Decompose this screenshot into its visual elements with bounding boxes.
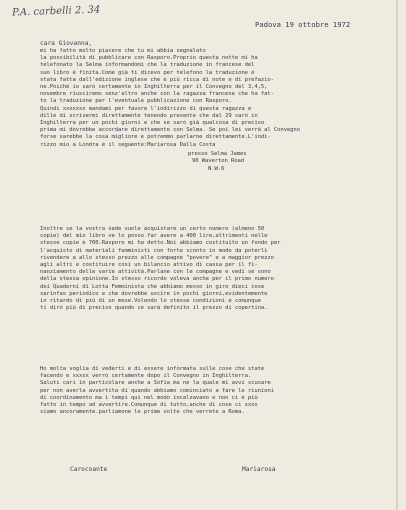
- text-line: di coordinamento ma i tempi qui nel modo incalzavano e non ci è più: [40, 394, 258, 401]
- address-line: N.W.6: [208, 165, 225, 172]
- text-line: fatto in tempo ad avvertire.Comunque di tutto,anche di cose ci xxxx: [40, 402, 258, 409]
- salutation: cara Giovanna,: [40, 40, 93, 47]
- text-line: siamo ancoramente.parliamone le prime volte che verrete a Roma.: [40, 409, 245, 416]
- text-line: stata fatta dall'edizione inglese che è più ricca di note e di prefazio-: [40, 76, 274, 83]
- text-line: dille di scrivermi direttamente tenendo presente che dal 29 sarò in: [40, 112, 258, 119]
- text-line: per non averla avvertita di quando abbiamo cominciato a fare le riunioni: [40, 387, 274, 394]
- text-line: rizzo mio a Londra è il seguente:Mariarosa Dalla Costa: [40, 141, 216, 148]
- text-line: l'acquisto di materiali femministi con forte sconto in modo da poterli: [40, 247, 268, 254]
- text-line: novembre riusciremo senz'altro anche con la ragazza francese che ha fat-: [40, 91, 274, 98]
- text-line: dei Quaderni di Lotta Femminista che abbiamo messo in giro dieci cose: [40, 283, 265, 290]
- text-line: Ho molta voglia di vederti e di essere informata sulle cose che state: [40, 366, 265, 372]
- text-line: rivendere a allo stesso prezzo alle compagne "povere" e a maggior prezzo: [40, 254, 274, 261]
- paragraph-2: [40, 226, 390, 312]
- text-line: facendo e xxxxx verrò certamente dopo il Convegno in Inghilterra.: [40, 373, 252, 380]
- address-line: presso Selma James: [188, 151, 247, 157]
- dateline: Padova 19 ottobre 1972: [255, 20, 351, 29]
- address-line: 90 Waverton Road: [192, 158, 244, 165]
- text-line: Inghilterra per un pochi giorni e che se sarò già qualcosa di preciso: [40, 120, 265, 127]
- text-line: mi ha fatto molto piacere che tu mi abbia segnalato: [40, 48, 206, 54]
- text-line: prima mi dovrebbe accordare direttamente con Selma. Se poi lei verrà al Convegno: [40, 127, 300, 134]
- text-line: ti dirò più di preciso quando ce sarà definito il prezzo di copertina.: [40, 305, 268, 312]
- closing-greeting: Carocoante: [70, 466, 108, 473]
- text-line: suo libro è finita.Come già ti dicevo per telefono la traduzione è: [40, 69, 255, 76]
- text-line: nanziamento delle varie attività.Parlane con le compagne e vedi se sono: [40, 269, 271, 276]
- paragraph-3: [40, 366, 390, 416]
- text-line: ne.Poichè io sarò certamente in Inghilterra per il Convegno del 3,4,5,: [40, 84, 268, 91]
- text-line: copie) del mio libro ve lo posso far avere a 400 lire,altrimenti nelle: [40, 233, 268, 240]
- text-line: sarinfas periodico e che dovrebbe uscire in pochi giorni,evidentemente: [40, 290, 268, 297]
- text-line: Inoltre se la vostra sede vuole acquistare un certo numero (almeno 50: [40, 226, 265, 232]
- text-line: Saluti cari in particolare anche a Sofia ma ne la quale mi avvi scusare: [40, 380, 271, 387]
- paragraph-1: [40, 48, 390, 149]
- handwritten-annotation: P.A. carbelli 2. 34: [11, 4, 101, 19]
- paper-edge-shadow: [396, 0, 398, 510]
- text-line: la possibilità di pubblicare con Rasporo.Proprio questa notte mi ha: [40, 55, 258, 62]
- text-line: forse sarebbe la cosa migliore e potremmo parlarne direttamente.L'indi-: [40, 134, 271, 141]
- text-line: agli altri e costituire così un bilancio attivo di cassa per il fi-: [40, 262, 258, 269]
- text-line: stesse copie è 700.Rasporo mi ha detto.Noi abbiamo costituito un fondo per: [40, 240, 281, 247]
- address-block: [188, 151, 246, 173]
- text-line: to la traduzione per l'eventuale pubblicazione con Rasporo.: [40, 98, 232, 105]
- text-line: in ritardo di più di un mese.Volendo lo stesse condizioni è comunque: [40, 298, 261, 305]
- text-line: della stessa opinione.Io stesso ricordo voleva anche per il primo numero: [40, 276, 274, 283]
- text-line: Quindi xxxxxxx mandami per favore l'indirizzo di questa ragazza e: [40, 105, 252, 112]
- signature-name: Mariarosa: [242, 466, 276, 473]
- text-line: telefonato la Selma informandomi che la traduzione in francese del: [40, 62, 255, 69]
